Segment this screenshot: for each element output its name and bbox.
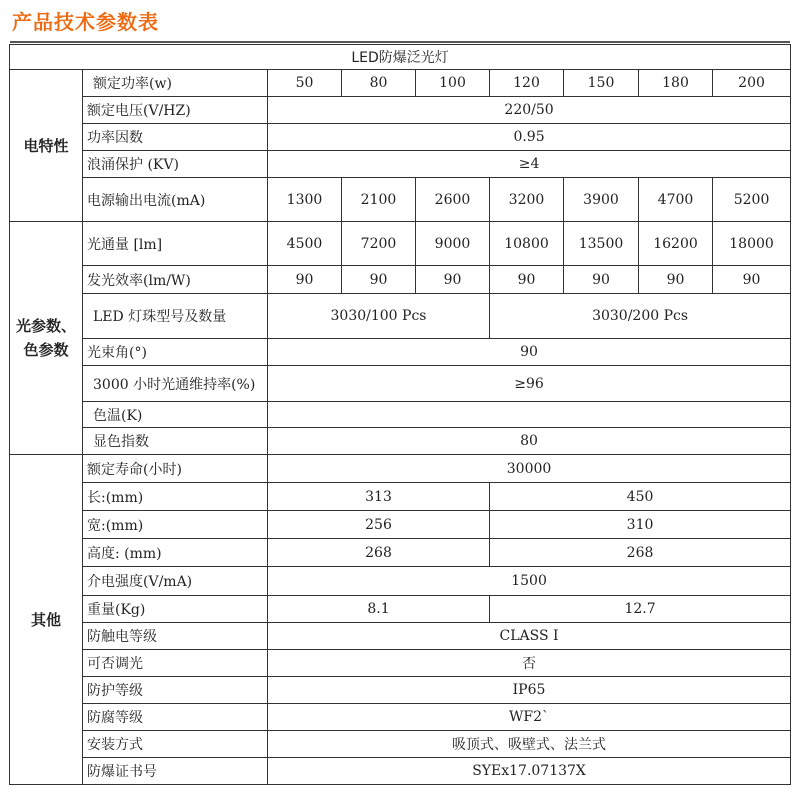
table-cell: 90 bbox=[342, 266, 416, 294]
row-cri bbox=[10, 428, 791, 455]
row-label: LED 灯珠型号及数量 bbox=[83, 294, 268, 339]
table-cell: 90 bbox=[268, 266, 342, 294]
row-label: 防护等级 bbox=[83, 677, 268, 704]
row-shock-protection bbox=[10, 623, 791, 650]
table-cell: CLASS I bbox=[268, 623, 791, 650]
row-label: 可否调光 bbox=[83, 650, 268, 677]
table-cell: 313 bbox=[268, 483, 490, 511]
row-label: 宽:(mm) bbox=[83, 511, 268, 539]
table-cell: 13500 bbox=[564, 222, 639, 266]
title-divider bbox=[10, 41, 790, 43]
table-title: LED防爆泛光灯 bbox=[10, 45, 791, 70]
table-cell: 80 bbox=[342, 70, 416, 97]
row-label: 光通量 [lm] bbox=[83, 222, 268, 266]
table-cell: IP65 bbox=[268, 677, 791, 704]
row-label: 光束角(°) bbox=[83, 339, 268, 366]
table-cell: 7200 bbox=[342, 222, 416, 266]
page-title: 产品技术参数表 bbox=[12, 10, 159, 34]
row-anticorrosion bbox=[10, 704, 791, 731]
row-weight bbox=[10, 596, 791, 623]
table-cell: 3200 bbox=[490, 178, 564, 222]
row-width bbox=[10, 511, 791, 539]
table-cell: 90 bbox=[416, 266, 490, 294]
table-cell: 120 bbox=[490, 70, 564, 97]
table-cell: 8.1 bbox=[268, 596, 490, 623]
row-label: 防腐等级 bbox=[83, 704, 268, 731]
row-efficacy bbox=[10, 266, 791, 294]
row-label: 色温(K) bbox=[83, 402, 268, 428]
table-cell: ≥96 bbox=[268, 366, 791, 402]
table-cell: 3030/100 Pcs bbox=[268, 294, 490, 339]
table-cell: 220/50 bbox=[268, 97, 791, 124]
table-cell: 90 bbox=[268, 339, 791, 366]
table-cell: 1500 bbox=[268, 567, 791, 596]
row-length bbox=[10, 483, 791, 511]
table-cell: 90 bbox=[639, 266, 713, 294]
row-label: 高度: (mm) bbox=[83, 539, 268, 567]
table-cell: 18000 bbox=[713, 222, 791, 266]
table-cell: 吸顶式、吸壁式、法兰式 bbox=[268, 731, 791, 758]
table-cell: 0.95 bbox=[268, 124, 791, 151]
row-installation bbox=[10, 731, 791, 758]
table-cell: ≥4 bbox=[268, 151, 791, 178]
table-cell: 9000 bbox=[416, 222, 490, 266]
row-label: 额定功率(w) bbox=[83, 70, 268, 97]
row-luminous-flux bbox=[10, 222, 791, 266]
table-cell: 150 bbox=[564, 70, 639, 97]
table-cell: 2600 bbox=[416, 178, 490, 222]
row-power-factor bbox=[10, 124, 791, 151]
row-label: 防触电等级 bbox=[83, 623, 268, 650]
table-cell: 268 bbox=[268, 539, 490, 567]
table-cell: 50 bbox=[268, 70, 342, 97]
table-cell: 3900 bbox=[564, 178, 639, 222]
row-led-model bbox=[10, 294, 791, 339]
table-cell: 200 bbox=[713, 70, 791, 97]
row-voltage bbox=[10, 97, 791, 124]
table-cell: 否 bbox=[268, 650, 791, 677]
row-label: 电源输出电流(mA) bbox=[83, 178, 268, 222]
section-other: 其他 bbox=[10, 455, 83, 785]
row-certificate bbox=[10, 758, 791, 785]
table-cell: 5200 bbox=[713, 178, 791, 222]
table-header-row bbox=[10, 45, 791, 70]
table-cell: 16200 bbox=[639, 222, 713, 266]
row-maintenance bbox=[10, 366, 791, 402]
table-cell: 4700 bbox=[639, 178, 713, 222]
row-beam-angle bbox=[10, 339, 791, 366]
row-height bbox=[10, 539, 791, 567]
row-label: 额定电压(V/HZ) bbox=[83, 97, 268, 124]
table-cell: 100 bbox=[416, 70, 490, 97]
table-cell: 180 bbox=[639, 70, 713, 97]
table-cell: 256 bbox=[268, 511, 490, 539]
table-cell: SYEx17.07137X bbox=[268, 758, 791, 785]
table-cell: WF2` bbox=[268, 704, 791, 731]
row-label: 显色指数 bbox=[83, 428, 268, 455]
row-label: 功率因数 bbox=[83, 124, 268, 151]
row-label: 3000 小时光通维持率(%) bbox=[83, 366, 268, 402]
table-cell: 90 bbox=[564, 266, 639, 294]
row-surge bbox=[10, 151, 791, 178]
row-label: 防爆证书号 bbox=[83, 758, 268, 785]
row-label: 安装方式 bbox=[83, 731, 268, 758]
table-cell: 310 bbox=[490, 511, 791, 539]
row-color-temp bbox=[10, 402, 791, 428]
row-label: 介电强度(V/mA) bbox=[83, 567, 268, 596]
table-cell: 4500 bbox=[268, 222, 342, 266]
row-label: 额定寿命(小时) bbox=[83, 455, 268, 483]
table-cell: 90 bbox=[490, 266, 564, 294]
row-output-current bbox=[10, 178, 791, 222]
table-cell: 90 bbox=[713, 266, 791, 294]
spec-table bbox=[9, 44, 791, 785]
section-electrical: 电特性 bbox=[10, 70, 83, 222]
table-cell bbox=[268, 402, 791, 428]
table-cell: 2100 bbox=[342, 178, 416, 222]
row-label: 发光效率(lm/W) bbox=[83, 266, 268, 294]
row-dimmable bbox=[10, 650, 791, 677]
row-lifetime bbox=[10, 455, 791, 483]
table-cell: 12.7 bbox=[490, 596, 791, 623]
table-cell: 450 bbox=[490, 483, 791, 511]
row-label: 长:(mm) bbox=[83, 483, 268, 511]
section-optical: 光参数、色参数 bbox=[10, 222, 83, 455]
row-dielectric bbox=[10, 567, 791, 596]
row-label: 浪涌保护 (KV) bbox=[83, 151, 268, 178]
table-cell: 268 bbox=[490, 539, 791, 567]
row-ip-rating bbox=[10, 677, 791, 704]
row-power bbox=[10, 70, 791, 97]
table-cell: 10800 bbox=[490, 222, 564, 266]
table-cell: 3030/200 Pcs bbox=[490, 294, 791, 339]
table-cell: 30000 bbox=[268, 455, 791, 483]
table-cell: 1300 bbox=[268, 178, 342, 222]
table-cell: 80 bbox=[268, 428, 791, 455]
row-label: 重量(Kg) bbox=[83, 596, 268, 623]
